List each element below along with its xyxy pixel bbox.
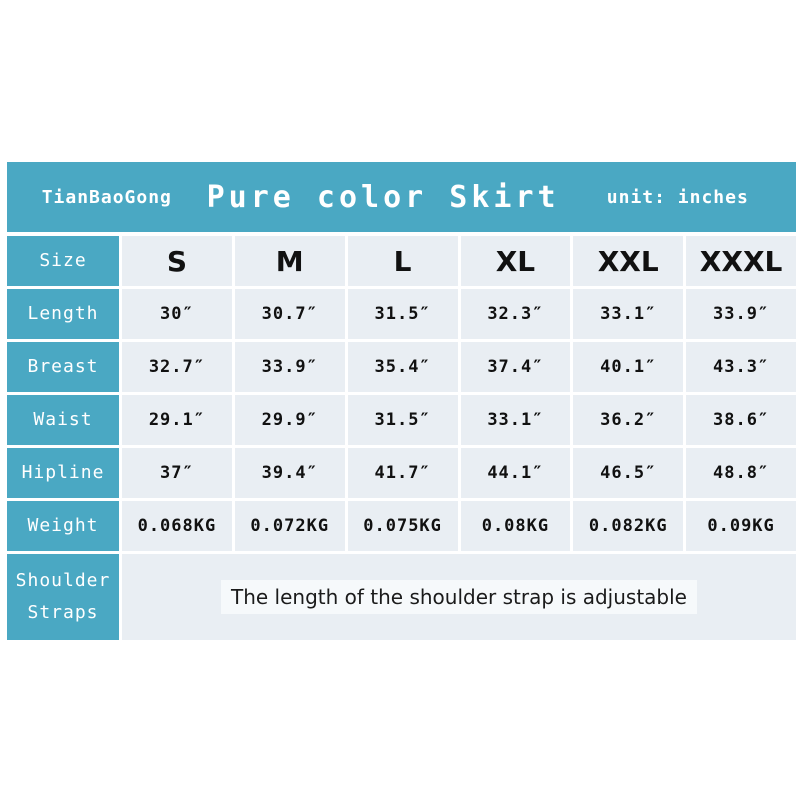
row-label-shoulder-straps (7, 554, 119, 640)
measure-cell: 38.6″ (686, 395, 796, 445)
row-label-hipline (7, 448, 119, 498)
unit-label: unit: inches (606, 186, 749, 208)
row-label-text: Size (39, 250, 87, 271)
measure-cell: 0.082KG (573, 501, 683, 551)
measure-cell: 40.1″ (573, 342, 683, 392)
page-title: Pure color Skirt (206, 179, 560, 215)
measure-cell: 33.9″ (235, 342, 345, 392)
row-label-text: Length (27, 303, 99, 324)
measure-cell: 36.2″ (573, 395, 683, 445)
row-label-text: Straps (27, 602, 99, 623)
measure-cell: 44.1″ (461, 448, 571, 498)
row-label-text: Shoulder (15, 570, 111, 591)
row-label-breast (7, 342, 119, 392)
row-label-text: Breast (27, 356, 99, 377)
measure-cell: 46.5″ (573, 448, 683, 498)
measure-cell: 37.4″ (461, 342, 571, 392)
measure-cell: 33.9″ (686, 289, 796, 339)
measure-cell: 0.09KG (686, 501, 796, 551)
measure-cell: 41.7″ (348, 448, 458, 498)
size-col-header-l: L (348, 236, 458, 286)
measure-cell: 33.1″ (573, 289, 683, 339)
measure-cell: 32.7″ (122, 342, 232, 392)
measure-cell: 30″ (122, 289, 232, 339)
measure-cell: 29.9″ (235, 395, 345, 445)
size-col-header-xxxl: XXXL (686, 236, 796, 286)
measure-cell: 30.7″ (235, 289, 345, 339)
row-label-waist (7, 395, 119, 445)
measure-cell: 43.3″ (686, 342, 796, 392)
measure-cell: 0.075KG (348, 501, 458, 551)
row-label-size (7, 236, 119, 286)
size-col-header-m: M (235, 236, 345, 286)
size-chart-sheet (7, 162, 796, 640)
measure-cell: 39.4″ (235, 448, 345, 498)
measure-cell: 33.1″ (461, 395, 571, 445)
measure-cell: 0.068KG (122, 501, 232, 551)
size-col-header-xl: XL (461, 236, 571, 286)
measure-cell: 0.08KG (461, 501, 571, 551)
size-table (7, 236, 796, 640)
size-col-header-xxl: XXL (573, 236, 683, 286)
measure-cell: 37″ (122, 448, 232, 498)
measure-cell: 48.8″ (686, 448, 796, 498)
shoulder-strap-note: The length of the shoulder strap is adjustable (221, 580, 697, 614)
row-label-text: Hipline (21, 462, 105, 483)
brand-name: TianBaoGong (41, 186, 172, 208)
row-label-weight (7, 501, 119, 551)
measure-cell: 35.4″ (348, 342, 458, 392)
shoulder-strap-note-cell (122, 554, 796, 640)
measure-cell: 31.5″ (348, 395, 458, 445)
size-col-header-s: S (122, 236, 232, 286)
measure-cell: 29.1″ (122, 395, 232, 445)
measure-cell: 32.3″ (461, 289, 571, 339)
measure-cell: 0.072KG (235, 501, 345, 551)
row-label-text: Waist (33, 409, 93, 430)
header-bar (7, 162, 796, 232)
measure-cell: 31.5″ (348, 289, 458, 339)
row-label-text: Weight (27, 515, 99, 536)
row-label-length (7, 289, 119, 339)
